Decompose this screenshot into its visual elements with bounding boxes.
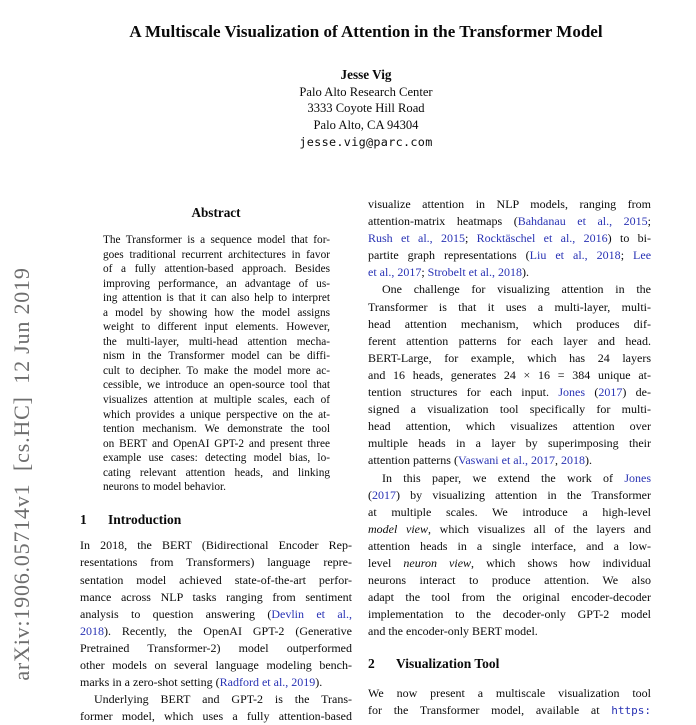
citation-link[interactable]: Radford et al., 2019 <box>219 675 316 690</box>
text-segment: ) to bi- <box>607 231 651 246</box>
text-line <box>103 349 330 364</box>
text-segment: cult to decipher. To make the model more ac- <box>103 364 330 377</box>
text-segment: of a fully attention-based approach. Besides <box>103 263 330 276</box>
citation-link[interactable]: Jones <box>624 470 651 485</box>
text-line <box>368 623 651 640</box>
text-line <box>368 538 651 555</box>
text-segment: partite graph representations ( <box>368 248 530 263</box>
text-segment: which provides a unique perspective on the at- <box>103 408 330 421</box>
text-segment: tention mechanism. We demonstrate the tool <box>103 423 330 436</box>
text-segment: nism in the Transformer model can be diffi- <box>103 350 330 363</box>
text-segment: ) de- <box>622 385 652 400</box>
text-segment: ing attention is that it can also help to interpret <box>103 292 330 305</box>
text-line <box>368 247 651 264</box>
text-segment: on BERT and OpenAI GPT-2 and present three <box>103 437 330 450</box>
citation-link[interactable]: Liu et al., 2018 <box>529 248 621 263</box>
text-segment: head attention mechanism, which produces dif- <box>368 316 651 331</box>
text-segment: level <box>368 555 404 570</box>
text-line <box>103 451 330 466</box>
text-segment: visualize attention in NLP models, ranging from <box>368 197 651 211</box>
text-line <box>80 640 352 657</box>
text-line <box>368 316 651 333</box>
text-segment: mance across NLP tasks ranging from sentiment <box>80 589 352 604</box>
text-line <box>103 408 330 423</box>
text-line <box>103 306 330 321</box>
text-segment: ( <box>368 487 372 502</box>
text-line <box>80 674 352 691</box>
text-line <box>103 378 330 393</box>
text-line <box>368 196 651 213</box>
text-segment: ). <box>315 675 323 690</box>
text-segment: analysis to question answering ( <box>80 606 272 621</box>
text-segment: example use cases: detecting model bias, lo- <box>103 452 330 465</box>
text-segment: adapt the tool from the original encoder-decoder <box>368 590 651 605</box>
text-segment: weight to different input elements. However, <box>103 321 330 334</box>
text-segment: head attention, which visualizes attention over <box>368 419 651 434</box>
text-line <box>368 435 651 452</box>
text-line <box>103 320 330 335</box>
text-segment: , <box>554 453 561 468</box>
text-segment: cessible, we introduce an open-source tool that <box>103 379 330 392</box>
text-segment: , which shows how individual <box>471 555 651 570</box>
citation-link[interactable]: 2018 <box>80 623 104 638</box>
text-segment: for the Transformer model, available at <box>368 703 612 718</box>
citation-link[interactable]: Strobelt et al., 2018 <box>427 265 522 280</box>
citation-link[interactable]: et al., 2017 <box>368 265 422 280</box>
text-segment: ) by visualizing attention in the Transformer <box>396 487 651 502</box>
text-line <box>80 606 352 623</box>
abstract-heading: Abstract <box>191 205 241 220</box>
text-segment: multiple heads in a layer by superimposing their <box>368 436 651 451</box>
paper-title: A Multiscale Visualization of Attention in the Transformer Model <box>129 22 603 41</box>
text-segment: We now present a multiscale visualization tool <box>368 685 651 700</box>
text-segment: attention patterns ( <box>368 453 458 468</box>
text-segment: ; <box>421 265 428 280</box>
text-line <box>80 589 352 606</box>
text-line <box>368 230 651 247</box>
text-line <box>368 384 651 401</box>
citation-link[interactable]: Devlin et al., <box>271 606 352 621</box>
text-line <box>103 466 330 481</box>
section-2-title: Visualization Tool <box>396 656 500 672</box>
author-address-street: 3333 Coyote Hill Road <box>307 101 425 116</box>
text-line <box>103 248 330 263</box>
author-email[interactable]: jesse.vig@parc.com <box>299 134 433 149</box>
text-segment: former model, which uses a fully attention-based <box>80 709 352 724</box>
text-line <box>103 277 330 292</box>
text-line <box>103 437 330 452</box>
column-left <box>80 0 352 725</box>
introduction-text <box>80 537 352 725</box>
text-line <box>103 291 330 306</box>
text-segment: , which visualizes all of the layers and <box>428 521 651 536</box>
section-2-heading <box>368 656 651 673</box>
text-segment: ; <box>620 248 634 263</box>
text-line <box>368 685 651 702</box>
text-segment: ). <box>584 453 592 468</box>
text-line <box>80 708 352 725</box>
text-line <box>103 262 330 277</box>
text-segment: In 2018, the BERT (Bidirectional Encoder Rep- <box>80 538 352 553</box>
text-line <box>80 691 352 708</box>
text-line <box>368 504 651 521</box>
text-line <box>368 213 651 230</box>
text-segment: ( <box>585 385 599 400</box>
text-line <box>103 364 330 379</box>
text-segment: model view <box>368 521 428 536</box>
text-segment: ). Recently, the OpenAI GPT-2 (Generative <box>104 623 352 638</box>
text-segment: attention heads in a single interface, and a low- <box>368 538 651 553</box>
text-line <box>368 452 651 469</box>
text-line <box>368 555 651 572</box>
text-segment: and 16 heads, generates 24 × 16 = 384 unique at- <box>368 367 651 382</box>
citation-link[interactable]: 2017 <box>598 385 623 400</box>
text-line <box>368 470 651 487</box>
citation-link[interactable]: https: <box>611 704 651 718</box>
text-segment: resentations from Transformers) language repre- <box>80 555 352 570</box>
text-line <box>80 537 352 554</box>
text-segment: ). <box>522 265 529 280</box>
text-line <box>103 335 330 350</box>
text-segment: a model by showing how the model assigns <box>103 306 330 319</box>
text-segment: In this paper, we extend the work of <box>382 470 625 485</box>
arxiv-stamp: arXiv:1906.05714v1 [cs.HC] 12 Jun 2019 <box>9 267 34 681</box>
text-line <box>368 572 651 589</box>
citation-link[interactable]: Lee <box>633 248 652 263</box>
text-line <box>368 401 651 418</box>
text-line <box>368 418 651 435</box>
author-address-city: Palo Alto, CA 94304 <box>313 118 419 133</box>
text-segment: at multiple scales. We introduce a high-level <box>368 504 651 519</box>
text-segment: Underlying BERT and GPT-2 is the Trans- <box>94 692 352 707</box>
text-segment: cating relevant attention heads, and linking <box>103 466 330 479</box>
text-line <box>103 480 330 495</box>
text-segment: ; <box>465 231 477 246</box>
text-line <box>103 393 330 408</box>
text-line <box>80 623 352 640</box>
text-segment: One challenge for visualizing attention in the <box>382 282 651 297</box>
author-affiliation: Palo Alto Research Center <box>299 84 433 99</box>
text-line <box>368 589 651 606</box>
section-1-number: 1 <box>80 511 87 527</box>
text-segment: implementation to the decoder-only GPT-2 model <box>368 607 651 622</box>
section-2-number: 2 <box>368 656 375 672</box>
text-line <box>368 333 651 350</box>
citation-link[interactable]: 2017 <box>372 487 396 502</box>
citation-link[interactable]: Rocktäschel et al., 2016 <box>476 231 608 246</box>
citation-link[interactable]: Bahdanau et al., 2015 <box>517 214 648 229</box>
text-line <box>368 702 651 719</box>
text-segment: other models on several language modeling bench- <box>80 658 352 672</box>
section-1-heading <box>80 512 352 529</box>
text-segment: signed a visualization tool specifically for multi- <box>368 402 651 417</box>
text-segment: ferent attention patterns for each layer and head. <box>368 333 651 348</box>
text-line <box>103 422 330 437</box>
text-segment: the multi-layer, multi-head attention mecha- <box>103 335 330 348</box>
column-right <box>368 0 651 719</box>
text-line <box>368 521 651 538</box>
text-segment: visualizes attention at multiple scales, each of <box>103 394 330 407</box>
citation-link[interactable]: Vaswani et al., 2017 <box>457 453 555 468</box>
text-line <box>368 367 651 384</box>
text-segment: neuron view <box>403 555 472 570</box>
citation-link[interactable]: Rush et al., 2015 <box>368 231 465 246</box>
text-segment: BERT-Large, for example, which has 24 layers <box>368 350 651 365</box>
author-name: Jesse Vig <box>340 67 392 82</box>
text-segment: improving performance, an advantage of us- <box>103 277 330 290</box>
text-segment: and the encoder-only BERT model. <box>368 624 538 639</box>
text-segment: Pretrained Transformer-2) model outperformed <box>80 640 352 655</box>
text-segment: goes traditional recurrent architectures in favor <box>103 248 330 261</box>
text-line <box>80 554 352 571</box>
text-segment: attention-matrix heatmaps ( <box>368 214 518 229</box>
text-line <box>368 487 651 504</box>
text-line <box>80 572 352 589</box>
text-segment: sentation model achieved state-of-the-art perfor- <box>80 572 352 587</box>
section-1-title: Introduction <box>108 511 182 527</box>
citation-link[interactable]: 2018 <box>560 453 585 468</box>
text-line <box>368 299 651 316</box>
text-segment: neurons to model behavior. <box>103 481 226 494</box>
text-segment: Transformer is that it uses a multi-layer, multi- <box>368 299 651 314</box>
visualization-tool-text <box>368 685 651 719</box>
text-segment: The Transformer is a sequence model that for- <box>103 234 330 246</box>
text-line <box>368 606 651 623</box>
text-line <box>80 657 352 674</box>
text-line <box>368 281 651 298</box>
text-line <box>368 264 651 281</box>
text-line <box>103 233 330 248</box>
abstract-text <box>103 233 330 495</box>
text-segment: marks in a zero-shot setting ( <box>80 675 220 690</box>
text-segment: ; <box>647 214 651 229</box>
text-segment: tention structures for each input. <box>368 385 559 400</box>
text-segment: neurons interact to produce attention. We also <box>368 573 651 588</box>
citation-link[interactable]: Jones <box>558 385 585 400</box>
right-column-text <box>368 196 651 640</box>
text-line <box>368 350 651 367</box>
